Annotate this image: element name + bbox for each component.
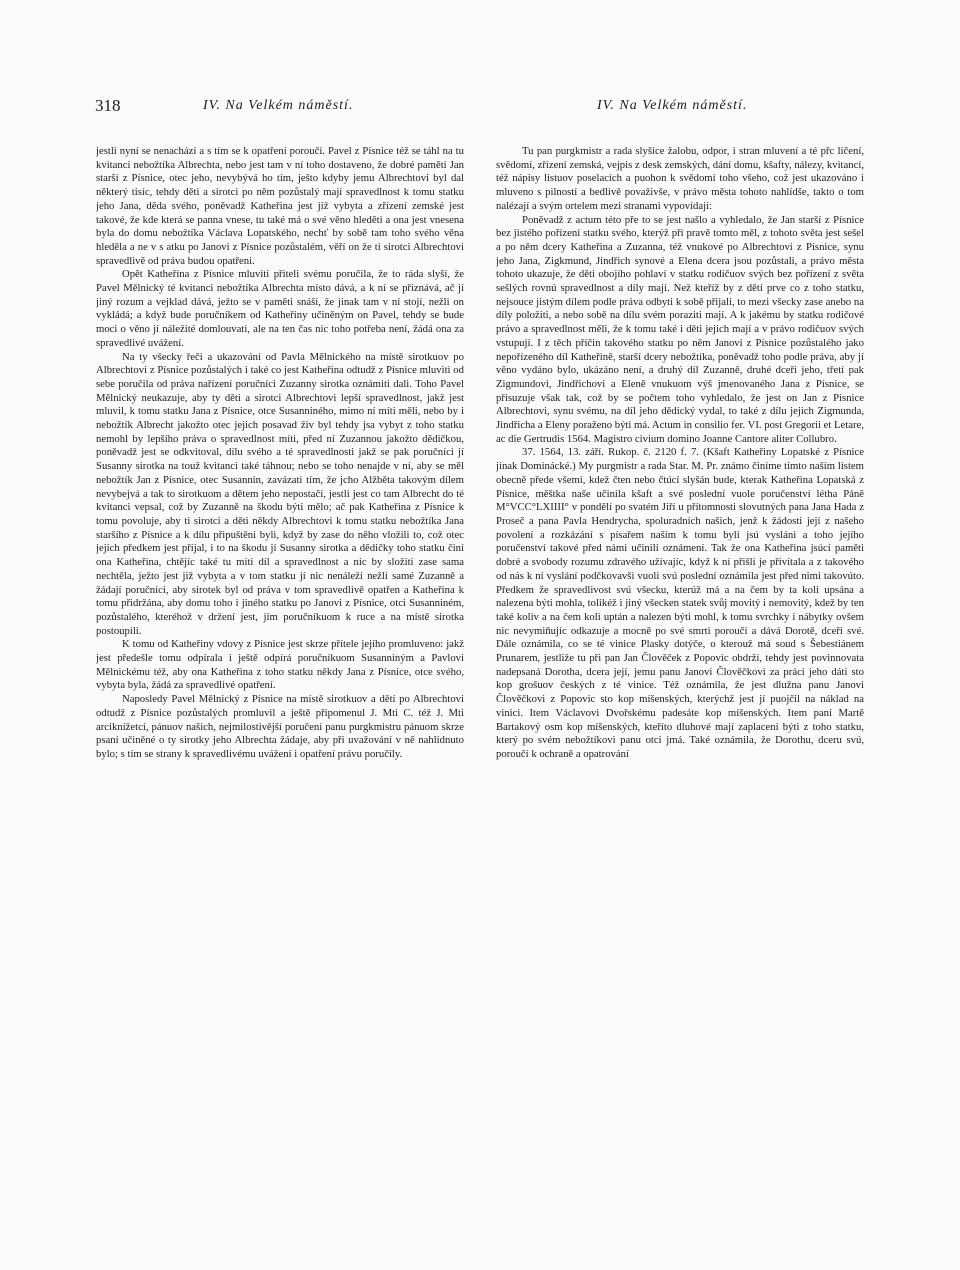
text-column-left xyxy=(96,145,464,1235)
running-title-right: IV. Na Velkém náměstí. xyxy=(597,98,748,113)
paragraph: jestli nyní se nenachází a s tím se k opatření poroučí. Pavel z Písnice též se táhl na tu kvitanci nebožtíka Albrechta, nebo jest tam v ní toho dostaveno, že dobré paměti Jan starší z Písnice, otec jeho, nevybývá ho tím, ješto kdyby jemu Albrechtovi byl dal některý tisíc, tehdy děti a sirotci po něm pozůstalý mají spravedlnost k tomu statku jeho Jana, děda svého, poněvadž Katheřina jest již vybyta a zřízení zemské jest takové, že kde která se panna vnese, tu také má o své věno hleděti a ona jest vnesena byla do domu nebožtíka Václava Lopatského, nechť by sobě tam toho svého věna hleděla a ne v s atku po Janovi z Písnice pozůstalém, věří on že ti sirotci Albrechtovi spravedlivě od práva budou opatřeni. xyxy=(96,145,464,267)
text-column-right xyxy=(496,145,864,1235)
paragraph: Opět Katheřina z Písnice mluviti přiteli svému poručila, že to ráda slyší, že Pavel Mělnický té kvitanci nebožtíka Albrechta místo dává, a k ní se přiznává, ač jí jiný rozum a vejklad dává, ježto se v paměti snáší, že jinak tam v ní stojí, nežli on vykládá; a když bude poručníkem od Katheřiny učiněným on Pavel, tehdy se bude moci o věno jí náležité domlouvati, ale na ten čas nic toho potřeba není, žádá ona za spravedlivé uvážení. xyxy=(96,268,464,349)
paragraph: Poněvadž z actum této pře to se jest našlo a vyhledalo, že Jan starší z Písnice bez jistého pořízení statku svého, kterýž při pravě tomto měl, z tohoto světa jest sešel a po něm dcery Katheřina a Zuzanna, též vnukové po Albrechtovi z Písnice, synu jeho Jana, Zigkmund, Jindřich synové a Elena dcera jsou pozůstali, a právo města tohoto ukazuje, že děti obojího pohlaví v statku rodičuov svých bez pořízení z světa sešlých rovnú spravedlnost a díly mají. Než kteříž by z dětí prve co z toho statku, nejsouce jistým dílem podle práva odbyti k sobě přijali, to mezi všecky zase anebo na díly položiti, a nebo sobě na dílu svém poraziti mají. A k jakému by statku rodičové právo a spravedlnost měli, že k tomu také i děti jejich mají a v právo rodičuov svých vstupují. I z těch příčin takového statku po něm Janovi z Písnice pozůstalého jako nepořízeného díl Katheřině, starší dcery nebožtíka, poněvadž toho podle práva, aby jí věno vydáno bylo, ukázáno není, a druhý díl Zuzanně, druhé dceři jeho, třetí pak Zigmundovi, Jindřichovi a Eleně vnukuom výš jmenovaného Jana z Písnice, se přisuzuje však tak, což by se počtem toho vyhledalo, že jest on Jan z Písnice Albrechtovi, synu svému, na díl jeho dědický vydal, to také z dílu jejich Zigmunda, Jindřicha a Eleny poraženo býti má. Actum in consilio fer. VI. post Gregorii et Letare, ac die Gertrudis 1564. Magistro civium domino Joanne Cantore aliter Collubro. xyxy=(496,213,864,445)
paragraph: Na ty všecky řeči a ukazování od Pavla Mělnického na místě sirotkuov po Albrechtovi z Písnice pozůstalých i také co jest Katheřina odtudž z Písnice mluviti od sebe poručila od práva nařízení poručníci Zuzanny sirotka oznámiti dali. Toho Pavel Mělnický neukazuje, aby ty děti a sirotci Albrechtovi lepší spravedlnost, jakž jest mluvil, k tomu statku Jana z Písnice, otce Susanniného, mimo ní míti měli, nebo by i nebožtík Albrecht jakožto otec jejich posavad živ byl tehdy jsa vybyt z toho statku nemohl by lepšího práva o spravedlnost míti, před ní Zuzannou jakožto dědičkou, poněvadž jest se odkvitoval, dílu svého a té spravedlnosti jakž se pak poručníci jí Susanny sirotka na touž kvitanci také táhnou; nebo se toho nenajde v ní, aby se měl nebožtík Jan z Písnice, otec Susannin, zavázati tím, že jcho Alžběta takovým dílem nevybejvá a tak to sirotkuom a dětem jeho nepostačí, jestli jest co tam Albrecht do té kvitanci vepsal, což by Zuzanně na škodu býti mělo; ač pak Katheřina z Písnice k tomu povoluje, aby ti sirotci a děti někdy Albrechtovi k tomu statku nebožtíka Jana staršího z Písnice a k dílu připuštěni byli, když by zase do něho vložili to, což otec jejich předkem jest přijal, i to na škodu jí Susanny sirotka a dědičky toho statku činí ona Katheřina, chtějíc také tu míti díl a spravedlnost a nic by složiti zase sama nechtěla, ježto jest již vybyta a v tom statku jí nic nenáleží nežli samé Zuzanně a žádají poručníci, aby sirotek byl od práva v tom spravedlivě opatřen a Katheřina k tomu přidržána, aby domu toho i jiného statku po Janovi z Písnice, otci Susanniném, pozůstalého, kteréhož v držení jest, jim poručníkuom k ruce a na místě sirotka postoupili. xyxy=(96,350,464,637)
page-number: 318 xyxy=(95,96,121,115)
paragraph: Naposledy Pavel Mělnický z Písnice na místě sirotkuov a dětí po Albrechtovi odtudž z Písnice pozůstalých promluvil a ještě připomenul J. Mti C. též J. Mti arciknížetcí, pánuov našich, nejmilostivější poručení panu purgkmistru pánuom skrze psaní učiněné o ty sirotky jeho Albrechta žádaje, aby při uvažování v ně nahlídnuto bylo; s tím se strany k spravedlivému uvážení i opatření právu poručily. xyxy=(96,693,464,760)
running-title-left: IV. Na Velkém náměstí. xyxy=(203,98,354,113)
paragraph: 37. 1564, 13. září. Rukop. č. 2120 f. 7. (Kšaft Katheřiny Lopatské z Písnice jinak Dominácké.) My purgmistr a rada Star. M. Pr. známo činíme tímto naším listem obecně přede všemi, kdež čten nebo čtúcí slyšán bude, kterak Katheřina Lopatská z Písnice, měštka naše učinila kšaft a své poslední vuole poručenství létha Páně M°VCC°LXIIII° v pondělí po svatém Jiří u přítomnosti slovutných pana Jana Hada z Proseč a pana Pavla Hendrycha, spoluradních našich, jenž k žádosti její z našeho povolení a rozkázání s písařem naším k tomu byli jsú vysláni a toho jejího poručenství takové před námi učinili oznámení. Tak že ona Katheřina jsúcí paměti dobré a svobody rozumu zdravého užívajíc, když k ní přišli je přivítala a z takového od nás k ní vyslání podčkovavši vuoli svú poslední oznámila jest před nimi takovúto. Předkem že spravedlivost svú všecku, kterúž má a na čem by ta koli upsána a nalezena býti mohla, tolikéž i jiný všecken statek svůj movitý i nemovitý, kdež by ten také koliv a na čem koli uptán a nalezen býti mohl, k tomu svrchky i nábytky ovšem nic nevymiňujíc odkazuje a mocně po své smrti poroučí a dává Dorotě, dceři své. Dále oznámila, co se té vinice Plasky dotýče, o kterouž má soud s Šebestiánem Prunarem, jestliže tu při pan Jan Člověček z Popovic obdrží, tehdy jest povinnovata nadepsaná Dorotha, dcera její, jemu panu Janovi Člověčkovi za práci jeho dáti sto kop grošuov českých z té vinice. Též oznámila, že jest dlužna panu Janovi Člověčkovi z Popovic sto kop míšenských, kterýchž jest jí puojčil na náklad na vinici. Item Václavovi Dvořskému padesáte kop míšenských. Item paní Martě Bartakový osm kop míšenských, kteříto dluhové mají zaplaceni býti z toho statku, který po svém nebožtíkovi panu otci jmá. Také oznámila, že Dorothu, dceru svú, poroučí k ochraně a opatrování xyxy=(496,446,864,760)
page-header xyxy=(95,96,865,120)
paragraph: K tomu od Katheřiny vdovy z Písnice jest skrze přítele jejího promluveno: jakž jest předešle tomu odpírala i ještě odpírá poručníkuom Susanniným a Pavlovi Mělnickému též, aby ona Katheřina z toho statku někdy Jana z Písnice, otce svého, vybyta byla, žádá za spravedlivé opatření. xyxy=(96,638,464,692)
paragraph: Tu pan purgkmistr a rada slyšíce žalobu, odpor, i stran mluvení a té přc líčení, svědomí, zřízení zemská, vejpis z desk zemských, dání domu, kšafty, nálezy, kvitancí, též nápisy listuov poselacích a puohon k svědomí toho všeho, což jest ukazováno i mluveno s pilností a bedlivě považivše, v právo města tohoto nahlídše, takto o tom nalézají a svým ortelem mezi stranami vypovídají: xyxy=(496,145,864,212)
